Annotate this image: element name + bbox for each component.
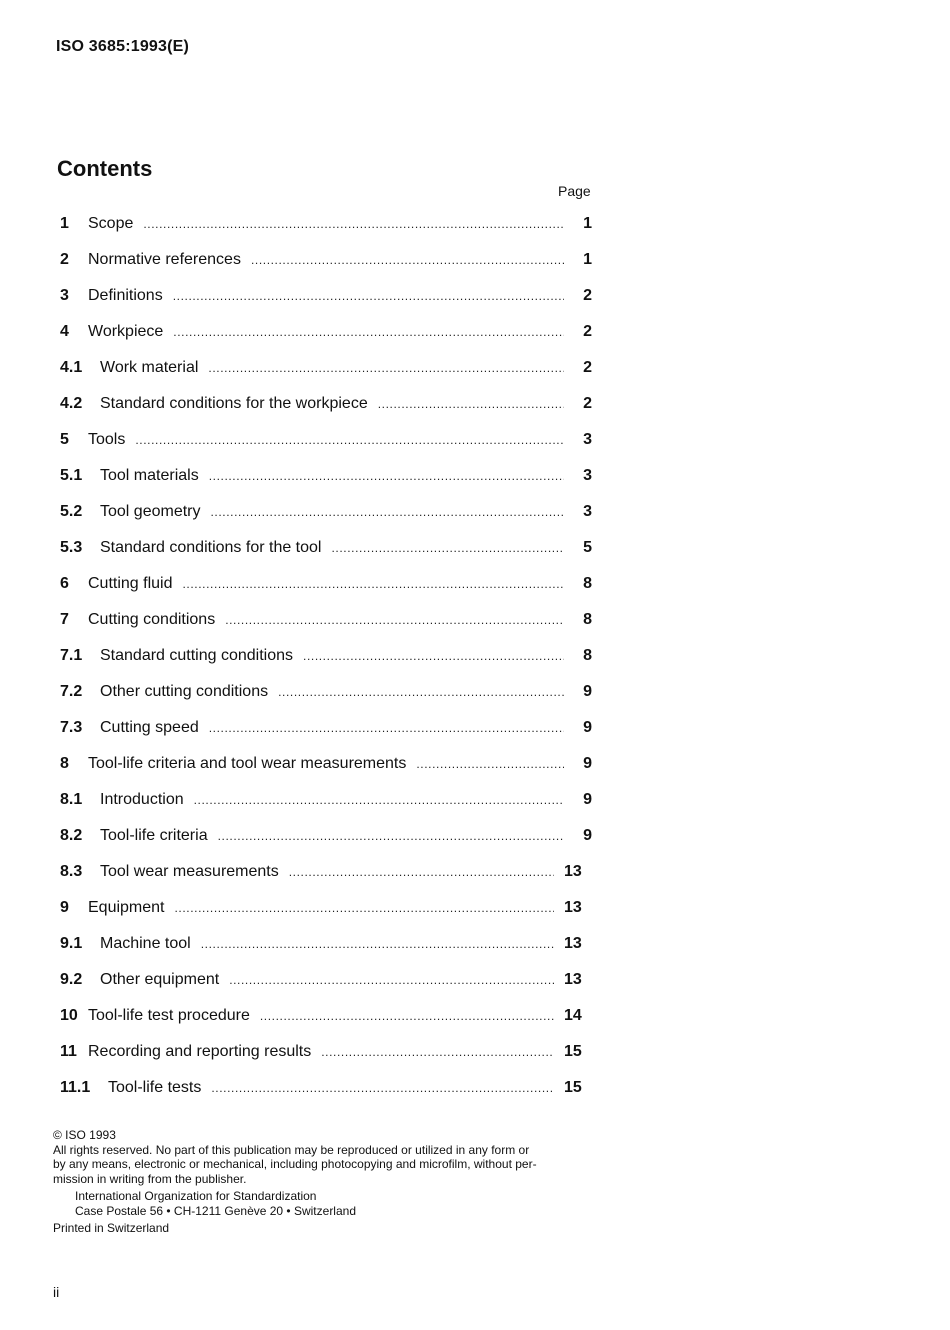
dot-leader xyxy=(173,325,564,339)
toc-entry-number: 3 xyxy=(60,287,69,304)
toc-entry-page: 8 xyxy=(583,647,592,664)
page-title: Contents xyxy=(57,156,153,181)
toc-entry xyxy=(60,251,592,273)
toc-entry xyxy=(60,719,592,741)
toc-entry-label: Tool-life criteria xyxy=(100,827,208,844)
toc-entry xyxy=(60,215,592,237)
toc-entry xyxy=(60,863,592,885)
dot-leader xyxy=(209,469,564,483)
toc-entry xyxy=(60,827,592,849)
toc-entry-label: Cutting speed xyxy=(100,719,199,736)
toc-entry-label: Tool materials xyxy=(100,467,199,484)
rights-line-1: All rights reserved. No part of this publication may be reproduced or utilized in any form or xyxy=(53,1142,530,1157)
toc-entry-label: Machine tool xyxy=(100,935,191,952)
toc-entry xyxy=(60,467,592,489)
toc-entry-number: 9.2 xyxy=(60,971,83,988)
toc-entry-label: Standard cutting conditions xyxy=(100,647,294,664)
toc-entry-number: 8.3 xyxy=(60,863,83,880)
toc-entry-page: 8 xyxy=(583,575,592,592)
rights-line-3: mission in writing from the publisher. xyxy=(53,1171,247,1186)
toc-entry-number: 8.1 xyxy=(60,791,83,808)
dot-leader xyxy=(209,721,564,735)
toc-entry-label: Introduction xyxy=(100,791,184,808)
toc-entry-page: 14 xyxy=(564,1007,582,1024)
dot-leader xyxy=(211,1081,554,1095)
toc-entry xyxy=(60,611,592,633)
toc-entry-number: 9.1 xyxy=(60,935,83,952)
dot-leader xyxy=(194,793,564,807)
toc-entry-number: 10 xyxy=(60,1007,78,1024)
toc-entry xyxy=(60,1079,592,1101)
printed-in: Printed in Switzerland xyxy=(53,1221,170,1235)
copyright-line: © ISO 1993 xyxy=(53,1128,116,1142)
toc-entry-page: 2 xyxy=(583,287,592,304)
toc-entry-label: Equipment xyxy=(88,899,165,916)
toc-entry-page: 9 xyxy=(583,755,592,772)
dot-leader xyxy=(135,433,564,447)
toc-entry-page: 9 xyxy=(583,683,592,700)
dot-leader xyxy=(183,577,565,591)
toc-entry-page: 1 xyxy=(583,215,592,232)
toc-entry-label: Workpiece xyxy=(88,323,164,340)
toc-entry-number: 7 xyxy=(60,611,69,628)
toc-entry xyxy=(60,539,592,561)
toc-entry xyxy=(60,683,592,705)
dot-leader xyxy=(303,649,564,663)
dot-leader xyxy=(331,541,564,555)
organization-address: Case Postale 56 • CH-1211 Genève 20 • Switzerland xyxy=(75,1203,356,1218)
dot-leader xyxy=(289,865,554,879)
toc-entry xyxy=(60,935,592,957)
page-number: ii xyxy=(53,1284,60,1300)
toc-entry-page: 15 xyxy=(564,1043,582,1060)
toc-entry xyxy=(60,1043,592,1065)
toc-entry xyxy=(60,1007,592,1029)
toc-entry xyxy=(60,395,592,417)
toc-entry-label: Tool-life test procedure xyxy=(88,1007,250,1024)
toc-entry-page: 9 xyxy=(583,827,592,844)
toc-entry xyxy=(60,575,592,597)
toc-entry-page: 13 xyxy=(564,935,582,952)
toc-entry-page: 2 xyxy=(583,395,592,412)
toc-entry xyxy=(60,431,592,453)
dot-leader xyxy=(378,397,564,411)
toc-entry-page: 1 xyxy=(583,251,592,268)
organization-name: International Organization for Standardization xyxy=(75,1189,317,1203)
toc-entry-label: Recording and reporting results xyxy=(88,1043,312,1060)
toc-entry-label: Other equipment xyxy=(100,971,220,988)
toc-entry-page: 2 xyxy=(583,323,592,340)
dot-leader xyxy=(416,757,564,771)
toc-entry-page: 9 xyxy=(583,719,592,736)
toc-entry-page: 3 xyxy=(583,503,592,520)
toc-entry-number: 11.1 xyxy=(60,1079,91,1096)
page-column-label: Page xyxy=(558,183,591,199)
dot-leader xyxy=(143,217,564,231)
toc-entry-label: Tool-life criteria and tool wear measurements xyxy=(88,755,407,772)
toc-entry-number: 6 xyxy=(60,575,69,592)
toc-entry-number: 8 xyxy=(60,755,69,772)
toc-entry-number: 11 xyxy=(60,1043,77,1060)
dot-leader xyxy=(173,289,564,303)
toc-entry-label: Standard conditions for the workpiece xyxy=(100,395,368,412)
dot-leader xyxy=(225,613,564,627)
toc-entry-label: Definitions xyxy=(88,287,163,304)
toc-entry-number: 5.2 xyxy=(60,503,83,520)
toc-entry-page: 13 xyxy=(564,971,582,988)
toc-entry-label: Cutting fluid xyxy=(88,575,173,592)
toc-entry xyxy=(60,971,592,993)
dot-leader xyxy=(229,973,554,987)
toc-entry-label: Tool-life tests xyxy=(108,1079,202,1096)
toc-entry-number: 5.3 xyxy=(60,539,83,556)
toc-entry xyxy=(60,287,592,309)
toc-entry-label: Tool wear measurements xyxy=(100,863,279,880)
toc-entry-number: 7.1 xyxy=(60,647,83,664)
dot-leader xyxy=(321,1045,554,1059)
toc-entry-page: 13 xyxy=(564,899,582,916)
toc-entry-number: 7.3 xyxy=(60,719,83,736)
toc-entry-page: 9 xyxy=(583,791,592,808)
dot-leader xyxy=(211,505,565,519)
toc-entry-number: 4.1 xyxy=(60,359,83,376)
toc-entry-page: 3 xyxy=(583,467,592,484)
toc-entry-label: Cutting conditions xyxy=(88,611,216,628)
toc-entry-label: Tool geometry xyxy=(100,503,201,520)
toc-entry-label: Standard conditions for the tool xyxy=(100,539,322,556)
dot-leader xyxy=(260,1009,554,1023)
dot-leader xyxy=(251,253,564,267)
dot-leader xyxy=(278,685,564,699)
toc-entry-number: 7.2 xyxy=(60,683,83,700)
toc-entry xyxy=(60,791,592,813)
toc-entry-page: 5 xyxy=(583,539,592,556)
toc-entry xyxy=(60,359,592,381)
toc-entry xyxy=(60,323,592,345)
toc-entry-label: Scope xyxy=(88,215,134,232)
dot-leader xyxy=(201,937,554,951)
dot-leader xyxy=(175,901,555,915)
dot-leader xyxy=(208,361,564,375)
toc-entry-page: 13 xyxy=(564,863,582,880)
toc-entry-number: 2 xyxy=(60,251,69,268)
toc-entry xyxy=(60,755,592,777)
toc-entry xyxy=(60,899,592,921)
toc-entry-number: 4 xyxy=(60,323,69,340)
toc-entry-number: 1 xyxy=(60,215,69,232)
toc-entry xyxy=(60,503,592,525)
toc-entry-label: Work material xyxy=(100,359,199,376)
document-id: ISO 3685:1993(E) xyxy=(56,38,190,55)
toc-entry-number: 5.1 xyxy=(60,467,83,484)
rights-line-2: by any means, electronic or mechanical, including photocopying and microfilm, without per- xyxy=(53,1157,537,1171)
toc-entry xyxy=(60,647,592,669)
toc-entry-page: 2 xyxy=(583,359,592,376)
toc-entry-label: Normative references xyxy=(88,251,241,268)
toc-entry-number: 9 xyxy=(60,899,69,916)
toc-entry-number: 8.2 xyxy=(60,827,83,844)
toc-entry-label: Other cutting conditions xyxy=(100,683,269,700)
toc-entry-number: 5 xyxy=(60,431,69,448)
toc-entry-label: Tools xyxy=(88,431,126,448)
toc-entry-page: 8 xyxy=(583,611,592,628)
toc-entry-page: 15 xyxy=(564,1079,582,1096)
toc-entry-page: 3 xyxy=(583,431,592,448)
dot-leader xyxy=(218,829,564,843)
copyright-notice xyxy=(53,1128,593,1236)
toc-entry-number: 4.2 xyxy=(60,395,83,412)
